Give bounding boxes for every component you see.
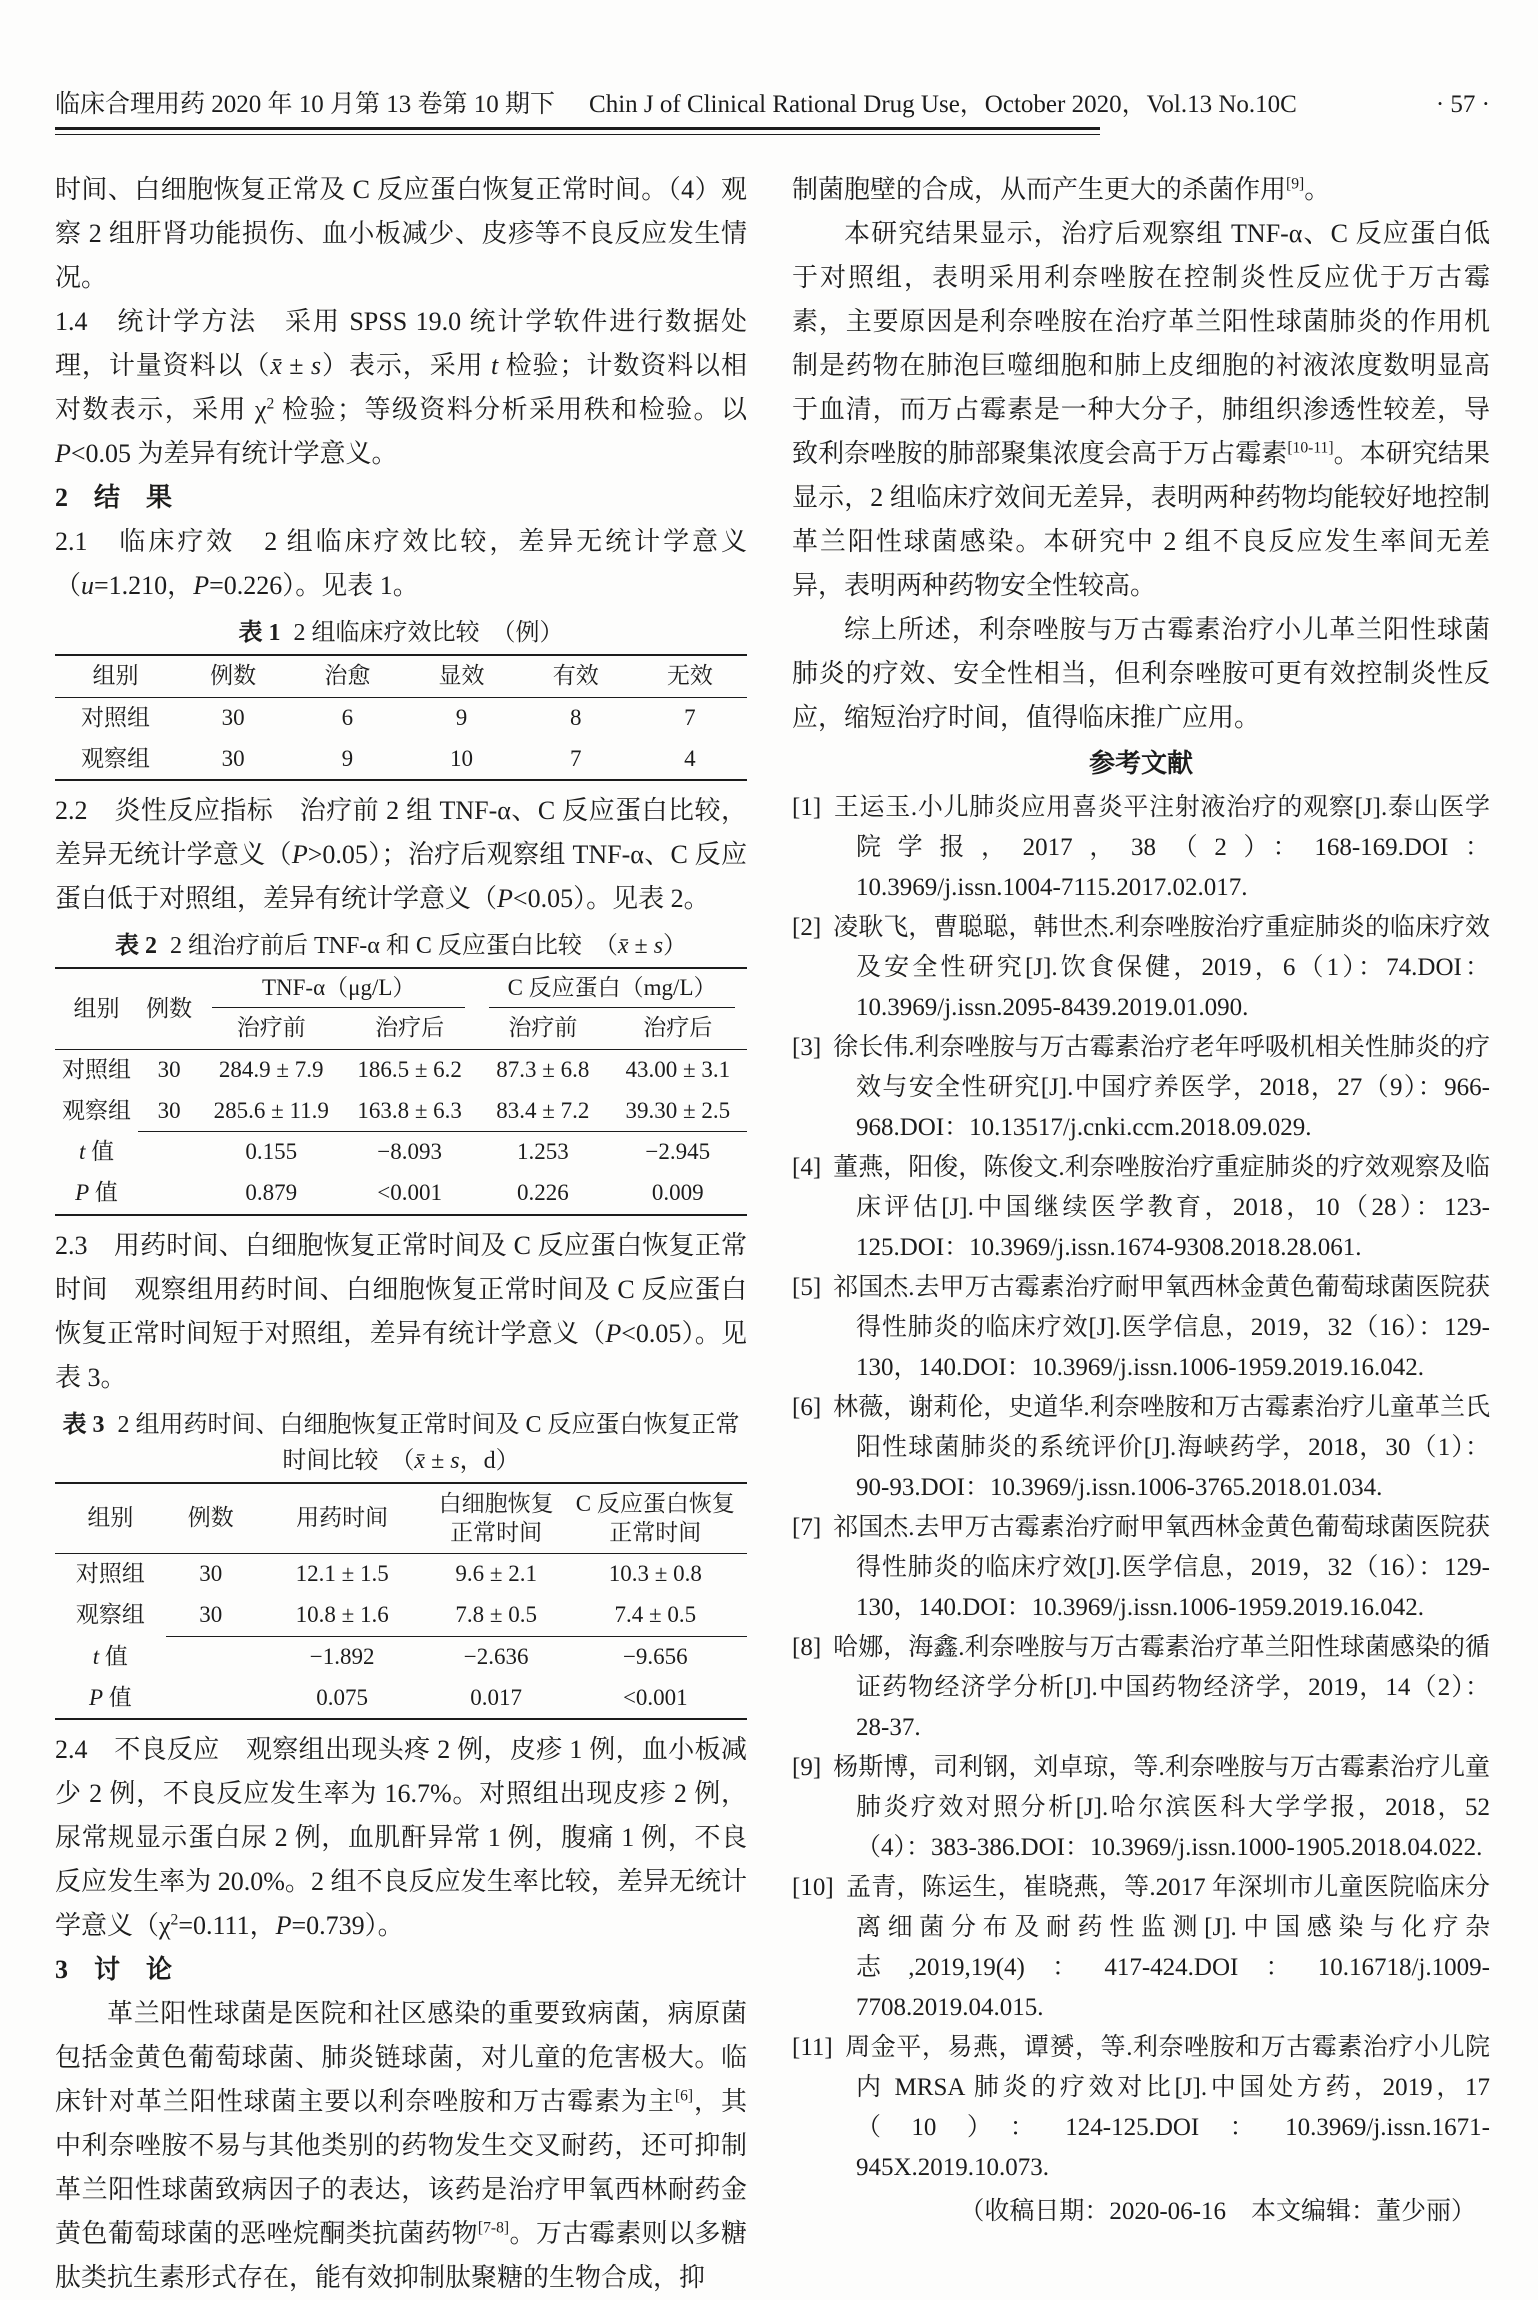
- table1-caption: [55, 615, 747, 651]
- italic-text: P: [605, 1318, 622, 1348]
- reference-item: [792, 1868, 1490, 2028]
- reference-text: 凌耿飞，曹聪聪，韩世杰.利奈唑胺治疗重症肺炎的临床疗效及安全性研究[J].饮食保健，2019，6（1）：74.DOI：10.3969/j.issn.2095-8439.2019.01.090.: [833, 914, 1490, 1021]
- table-cell: 10.8 ± 1.6: [295, 1602, 389, 1627]
- table-cell: t 值: [78, 1139, 115, 1164]
- table-cell: 6: [341, 704, 354, 730]
- table3-body: [55, 1554, 747, 1720]
- table-cell: 7: [569, 745, 582, 771]
- reference-label: [5]: [792, 1274, 822, 1301]
- table-cell: 对照组: [62, 1056, 132, 1082]
- reference-item: [792, 2028, 1490, 2188]
- table-row: [55, 1678, 747, 1720]
- table-row: [55, 1173, 747, 1215]
- paragraph-discussion-continuation: 制菌胞壁的合成，从而产生更大的杀菌作用[9]。: [792, 175, 1331, 204]
- left-column: [55, 168, 747, 2300]
- table-cell: 12.1 ± 1.5: [295, 1561, 389, 1587]
- table-cell: 285.6 ± 11.9: [213, 1097, 329, 1123]
- table-cell: 7.4 ± 0.5: [614, 1602, 697, 1627]
- reference-text: 祁国杰.去甲万古霉素治疗耐甲氧西林金黄色葡萄球菌医院获得性肺炎的临床疗效[J].医学信息，2019，32（16）：129-130，140.DOI：10.3969/j.issn.1006-1959.2019.16.042.: [833, 1274, 1490, 1381]
- right-column: [792, 168, 1490, 2234]
- reference-item: [792, 1748, 1490, 1868]
- italic-text: x̄: [617, 933, 629, 960]
- table-cell: 0.075: [316, 1684, 369, 1710]
- table3-header: 例数: [166, 1483, 256, 1554]
- table-cell: 30: [221, 704, 245, 730]
- table1-header: 治愈: [290, 655, 404, 697]
- table-cell: 186.5 ± 6.2: [357, 1056, 462, 1082]
- reference-label: [8]: [792, 1634, 822, 1661]
- reference-item: [792, 1388, 1490, 1508]
- table-cell: 7.8 ± 0.5: [455, 1602, 537, 1627]
- italic-text: P: [75, 1180, 90, 1205]
- paragraph-discussion: 革兰阳性球菌是医院和社区感染的重要致病菌，病原菌包括金黄色葡萄球菌、肺炎链球菌，对儿童的危害极大。临床针对革兰阳性球菌主要以利奈唑胺和万古霉素为主[6]，其中利奈唑胺不易与其他类别的药物发生交叉耐药，还可抑制革兰阳性球菌致病因子的表达，该药是治疗甲氧西林耐药金黄色葡萄球菌的恶唑烷酮类抗菌药物[7-8]。万古霉素则以多糖肽类抗生素形式存在，能有效抑制肽聚糖的生物合成，抑: [55, 1999, 747, 2293]
- reference-item: [792, 1508, 1490, 1628]
- table2-caption: [55, 928, 747, 964]
- table-cell: −2.945: [609, 1132, 747, 1173]
- table1-caption-label: 表 1: [238, 620, 281, 646]
- table-cell: 0.155: [200, 1132, 342, 1173]
- table-cell: 163.8 ± 6.3: [357, 1097, 462, 1123]
- references-heading: 参考文献: [1088, 749, 1193, 778]
- table-cell: 0.879: [245, 1180, 298, 1205]
- reference-item: [792, 908, 1490, 1028]
- italic-text: u: [81, 571, 95, 600]
- table-row: [55, 1049, 747, 1090]
- reference-label: [7]: [792, 1514, 822, 1541]
- reference-item: [792, 788, 1490, 908]
- table2-subheader: 治疗前: [477, 1008, 608, 1049]
- table-row: [55, 1091, 747, 1132]
- italic-text: P: [193, 571, 210, 600]
- table1-caption-text: 2 组临床疗效比较 （例）: [293, 620, 564, 646]
- table-cell: 1.253: [477, 1132, 608, 1173]
- journal-title-cn: 临床合理用药 2020 年 10 月第 13 卷第 10 期下: [55, 91, 556, 118]
- paragraph-clinical-efficacy: 2.1 临床疗效 2 组临床疗效比较，差异无统计学意义（u=1.210，P=0.226）。见表 1。: [55, 527, 747, 600]
- table2-subheader: 治疗后: [609, 1008, 747, 1049]
- paragraph-inflammatory-markers: 2.2 炎性反应指标 治疗前 2 组 TNF-α、C 反应蛋白比较，差异无统计学意义（P>0.05）；治疗后观察组 TNF-α、C 反应蛋白低于对照组，差异有统计学意义（P<0.05）。见表 2。: [55, 796, 747, 914]
- table-row: [55, 739, 747, 781]
- journal-title-en: Chin J of Clinical Rational Drug Use，October 2020，Vol.13 No.10C: [589, 91, 1297, 118]
- reference-text: 林薇，谢莉伦，史道华.利奈唑胺和万古霉素治疗儿童革兰氏阳性球菌肺炎的系统评价[J].海峡药学，2018，30（1）：90-93.DOI：10.3969/j.issn.1006-3765.2018.01.034.: [833, 1394, 1490, 1501]
- table2-group-crp-label: C 反应蛋白（mg/L）: [489, 974, 735, 1008]
- table-cell: 7: [684, 704, 696, 730]
- table2-subheader: 治疗前: [200, 1008, 342, 1049]
- table-row: [55, 1595, 747, 1636]
- table-cell: 观察组: [75, 1602, 145, 1628]
- journal-title: [55, 84, 1297, 120]
- table-cell: 观察组: [81, 745, 151, 771]
- table-cell: t 值: [92, 1643, 128, 1669]
- table3-header: 白细胞恢复正常时间: [429, 1483, 564, 1554]
- superscript-text: [10-11]: [1287, 439, 1334, 457]
- table-cell: 30: [157, 1097, 181, 1123]
- table2-body: [55, 1049, 747, 1215]
- header-rule: [55, 127, 1100, 135]
- table-cell: 39.30 ± 2.5: [625, 1097, 731, 1123]
- table-cell: 9: [341, 745, 354, 771]
- table1-body: [55, 697, 747, 780]
- table-cell: 30: [221, 745, 245, 771]
- superscript-text: [6]: [674, 2087, 694, 2105]
- table-cell: 8: [569, 704, 582, 730]
- italic-text: x̄: [270, 351, 282, 380]
- table-cell: [166, 1678, 256, 1720]
- received-date-note: （收稿日期：2020-06-16 本文编辑：董少丽）: [959, 2198, 1476, 2225]
- table-cell: 观察组: [62, 1097, 132, 1123]
- reference-text: 哈娜，海鑫.利奈唑胺与万古霉素治疗革兰阳性球菌感染的循证药物经济学分析[J].中国药物经济学，2019，14（2）：28-37.: [833, 1634, 1490, 1741]
- section-heading-results: 2 结 果: [55, 483, 173, 512]
- table-cell: 0.226: [516, 1180, 569, 1205]
- reference-label: [2]: [792, 914, 822, 941]
- table-cell: <0.001: [622, 1684, 688, 1710]
- table-cell: 0.017: [470, 1684, 523, 1710]
- table-cell: 30: [199, 1602, 223, 1627]
- paragraph-study-findings: 本研究结果显示，治疗后观察组 TNF-α、C 反应蛋白低于对照组，表明采用利奈唑胺在控制炎性反应优于万古霉素，主要原因是利奈唑胺在治疗革兰阳性球菌肺炎的作用机制是药物在肺泡巨噬细胞和肺上皮细胞的衬液浓度数明显高于血清，而万占霉素是一种大分子，肺组织渗透性较差，导致利奈唑胺的肺部聚集浓度会高于万占霉素[10-11]。本研究结果显示，2 组临床疗效间无差异，表明两种药物均能较好地控制革兰阳性球菌感染。本研究中 2 组不良反应发生率间无差异，表明两种药物安全性较高。: [792, 219, 1490, 600]
- table2-subheader: 治疗后: [342, 1008, 477, 1049]
- table-cell: 30: [157, 1056, 181, 1082]
- table3-header: 用药时间: [256, 1483, 429, 1554]
- reference-item: [792, 1268, 1490, 1388]
- table2-header-group: 组别: [55, 968, 138, 1049]
- table-cell: 对照组: [81, 704, 151, 730]
- table-cell: 87.3 ± 6.8: [496, 1056, 590, 1082]
- reference-label: [4]: [792, 1154, 822, 1181]
- table-cell: [166, 1636, 256, 1677]
- table-cell: −2.636: [429, 1636, 564, 1677]
- paragraph-statistical-method: 1.4 统计学方法 采用 SPSS 19.0 统计学软件进行数据处理，计量资料以（x̄ ± s）表示，采用 t 检验；计数资料以相对数表示，采用 $\chi^2$ 检验；等级资料分析采用秩和检验。以 P<0.05 为差异有统计学意义。: [55, 307, 747, 468]
- superscript-text: 2: [170, 1911, 179, 1929]
- superscript-text: [7-8]: [477, 2219, 510, 2237]
- table-cell: 对照组: [75, 1561, 145, 1587]
- table2-tnf-crp: [55, 967, 747, 1216]
- italic-text: s: [653, 933, 664, 960]
- italic-text: s: [311, 351, 322, 380]
- reference-text: 杨斯博，司利钢，刘卓琼，等.利奈唑胺与万古霉素治疗儿童肺炎疗效对照分析[J].哈尔滨医科大学学报，2018，52（4）：383-386.DOI：10.3969/j.issn.1000-1905.2018.04.022.: [833, 1754, 1490, 1861]
- table2-group-crp: [477, 968, 747, 1008]
- paragraph-adverse-reactions: 2.4 不良反应 观察组出现头疼 2 例，皮疹 1 例，血小板减少 2 例，不良反应发生率为 16.7%。对照组出现皮疹 2 例，尿常规显示蛋白尿 2 例，血肌酐异常 1 例，腹痛 1 例，不良反应发生率为 20.0%。2 组不良反应发生率比较，差异无统计学意义（$\chi^2=0.111$，P=0.739）。: [55, 1735, 747, 1941]
- italic-text: P: [291, 840, 308, 870]
- table-cell: 43.00 ± 3.1: [625, 1056, 731, 1082]
- table-row: [55, 697, 747, 738]
- table1-header: 无效: [633, 655, 747, 697]
- table2-caption-text: 2 组治疗前后 TNF-α 和 C 反应蛋白比较 （x̄ ± s）: [169, 933, 688, 960]
- table-cell: 10: [450, 745, 474, 771]
- reference-label: [9]: [792, 1754, 822, 1781]
- table-row: [55, 1132, 747, 1173]
- italic-text: t: [92, 1643, 100, 1669]
- reference-label: [1]: [792, 794, 822, 821]
- table-cell: 0.009: [651, 1180, 704, 1205]
- reference-label: [6]: [792, 1394, 822, 1421]
- table-cell: 83.4 ± 7.2: [496, 1097, 590, 1123]
- reference-text: 周金平，易燕，谭赟，等.利奈唑胺和万古霉素治疗小儿院内 MRSA 肺炎的疗效对比[J].中国处方药，2019，17（10）：124-125.DOI：10.3969/j.issn.1671-945X.2019.10.073.: [844, 2034, 1490, 2181]
- references-list: [792, 788, 1490, 2188]
- table-cell: 9.6 ± 2.1: [455, 1561, 537, 1587]
- table1-clinical-efficacy: [55, 654, 747, 781]
- italic-text: P: [88, 1684, 104, 1710]
- reference-label: [3]: [792, 1034, 822, 1061]
- reference-text: 孟青，陈运生，崔晓燕，等.2017 年深圳市儿童医院临床分离细菌分布及耐药性监测[J].中国感染与化疗杂志,2019,19(4)：417-424.DOI：10.16718/j.1009-7708.2019.04.015.: [845, 1874, 1490, 2021]
- reference-text: 祁国杰.去甲万古霉素治疗耐甲氧西林金黄色葡萄球菌医院获得性肺炎的临床疗效[J].医学信息，2019，32（16）：129-130，140.DOI：10.3969/j.issn.1006-1959.2019.16.042.: [833, 1514, 1490, 1621]
- page-header: [55, 84, 1490, 120]
- reference-label: [10]: [792, 1874, 834, 1901]
- table3-caption-label: 表 3: [62, 1411, 105, 1438]
- table2-group-tnf: [200, 968, 477, 1008]
- table3-caption-text: 2 组用药时间、白细胞恢复正常时间及 C 反应蛋白恢复正常时间比较 （x̄ ± s，d）: [117, 1411, 740, 1474]
- table-cell: 30: [199, 1561, 223, 1587]
- table1-header: 显效: [404, 655, 518, 697]
- italic-text: x̄: [414, 1447, 426, 1474]
- reference-text: 董燕，阳俊，陈俊文.利奈唑胺治疗重症肺炎的疗效观察及临床评估[J].中国继续医学教育，2018，10（28）：123-125.DOI：10.3969/j.issn.1674-9308.2018.28.061.: [833, 1154, 1490, 1261]
- italic-text: t: [78, 1139, 86, 1164]
- table2-header-cases: 例数: [138, 968, 200, 1049]
- table3-header: 组别: [55, 1483, 166, 1554]
- table-cell: −8.093: [342, 1132, 477, 1173]
- reference-item: [792, 1148, 1490, 1268]
- reference-text: 王运玉.小儿肺炎应用喜炎平注射液治疗的观察[J].泰山医学院学报，2017，38（2）：168-169.DOI：10.3969/j.issn.1004-7115.2017.02.017.: [833, 794, 1490, 901]
- table1-header: 例数: [176, 655, 290, 697]
- table1-header: 组别: [55, 655, 176, 697]
- reference-label: [11]: [792, 2034, 833, 2061]
- reference-text: 徐长伟.利奈唑胺与万古霉素治疗老年呼吸机相关性肺炎的疗效与安全性研究[J].中国疗养医学，2018，27（9）：966-968.DOI：10.13517/j.cnki.ccm.2018.09.029.: [833, 1034, 1490, 1141]
- table3-header: C 反应蛋白恢复正常时间: [564, 1483, 747, 1554]
- superscript-text: 2: [266, 395, 275, 413]
- superscript-text: [9]: [1286, 175, 1305, 193]
- section-heading-discussion: 3 讨 论: [55, 1955, 173, 1985]
- italic-text: P: [497, 884, 513, 914]
- table-row: [55, 1636, 747, 1677]
- reference-item: [792, 1628, 1490, 1748]
- paragraph-conclusion: 综上所述，利奈唑胺与万古霉素治疗小儿革兰阳性球菌肺炎的疗效、安全性相当，但利奈唑胺可更有效控制炎性反应，缩短治疗时间，值得临床推广应用。: [792, 615, 1490, 732]
- table-cell: 10.3 ± 0.8: [608, 1561, 702, 1587]
- table-cell: P 值: [75, 1180, 118, 1205]
- table-cell: 4: [684, 745, 696, 771]
- table2-group-header-row: [55, 968, 747, 1008]
- table-cell: P 值: [88, 1684, 132, 1710]
- reference-item: [792, 1028, 1490, 1148]
- table2-caption-label: 表 2: [114, 933, 157, 960]
- table3-caption: [55, 1407, 747, 1479]
- table-cell: <0.001: [377, 1180, 442, 1205]
- paragraph-methods-continuation: 时间、白细胞恢复正常及 C 反应蛋白恢复正常时间。（4）观察 2 组肝肾功能损伤、血小板减少、皮疹等不良反应发生情况。: [55, 175, 747, 292]
- table2-group-tnf-label: TNF-α（μg/L）: [212, 974, 465, 1008]
- table-cell: [138, 1132, 200, 1173]
- table1-header: 有效: [519, 655, 633, 697]
- italic-text: t: [490, 351, 499, 380]
- paragraph-treatment-time: 2.3 用药时间、白细胞恢复正常时间及 C 反应蛋白恢复正常时间 观察组用药时间、白细胞恢复正常时间及 C 反应蛋白恢复正常时间短于对照组，差异有统计学意义（P<0.05）。见表 3。: [55, 1230, 747, 1392]
- table3-header-row: [55, 1483, 747, 1554]
- italic-text: P: [275, 1911, 292, 1941]
- table3-recovery-time: [55, 1482, 747, 1721]
- table-cell: 284.9 ± 7.9: [218, 1056, 324, 1082]
- table1-header-row: [55, 655, 747, 697]
- italic-text: P: [55, 439, 71, 468]
- table-cell: −9.656: [564, 1636, 747, 1677]
- table-cell: [138, 1173, 200, 1215]
- italic-text: s: [450, 1447, 460, 1474]
- page-number: · 57 ·: [1435, 91, 1490, 118]
- table-row: [55, 1554, 747, 1595]
- table-cell: 9: [455, 704, 468, 730]
- table-cell: −1.892: [256, 1636, 429, 1677]
